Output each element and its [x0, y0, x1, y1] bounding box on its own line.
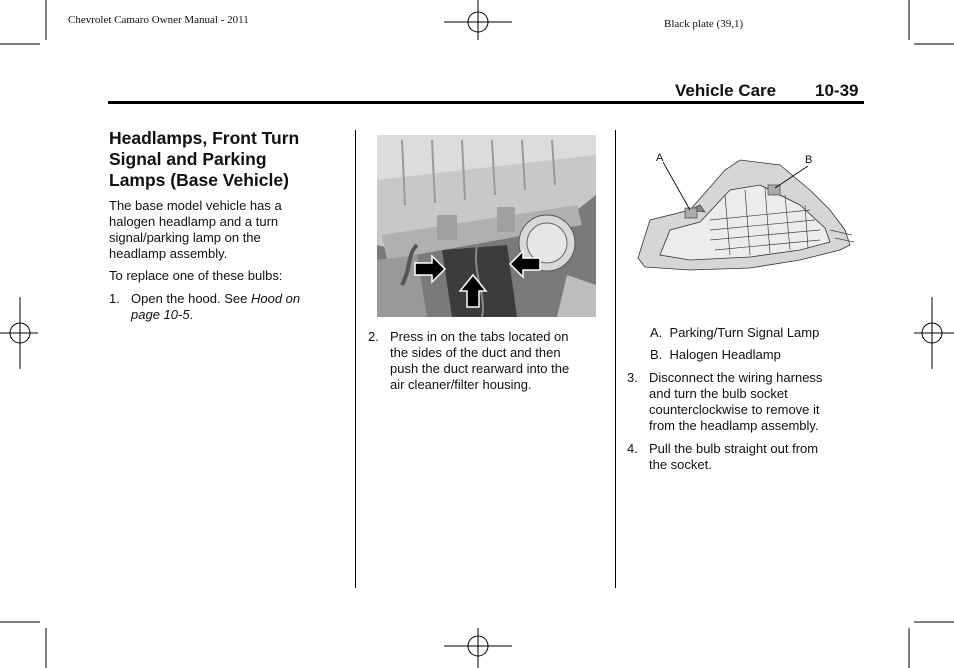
text-line: the socket.	[649, 457, 712, 472]
section-title: Vehicle Care	[675, 81, 777, 100]
text-line: The base model vehicle has a	[109, 198, 282, 213]
text-line: Pull the bulb straight out from	[649, 441, 819, 456]
heading-line: Lamps (Base Vehicle)	[109, 170, 289, 190]
step-4	[627, 441, 867, 473]
text-line: Disconnect the wiring harness	[649, 370, 823, 385]
text-line: headlamp assembly.	[109, 246, 228, 261]
heading-line: Signal and Parking	[109, 149, 267, 169]
text-line: Press in on the tabs located on	[390, 329, 569, 344]
step-number: 3.	[627, 370, 638, 385]
step-text: Open the hood. See	[131, 291, 251, 306]
lead-text: To replace one of these bulbs:	[109, 268, 283, 283]
manual-title: Chevrolet Camaro Owner Manual - 2011	[68, 14, 249, 26]
text-line: counterclockwise to remove it	[649, 402, 820, 417]
column-divider-2	[615, 130, 616, 588]
step-number: 1.	[109, 291, 120, 306]
step-text-end: .	[189, 307, 194, 322]
text-line: air cleaner/filter housing.	[390, 377, 532, 392]
intro-paragraph	[109, 198, 349, 262]
step-3	[627, 370, 867, 434]
headlamp-diagram	[630, 150, 855, 275]
heading-line: Headlamps, Front Turn	[109, 128, 300, 148]
text-line: and turn the bulb socket	[649, 386, 788, 401]
hood-link[interactable]: Hood on	[250, 291, 301, 306]
step-number: 2.	[368, 329, 379, 344]
legend-key: B.	[650, 347, 663, 362]
text-line: from the headlamp assembly.	[649, 418, 819, 433]
duct-photo	[377, 135, 596, 317]
callout-b: B	[805, 154, 813, 166]
legend-text: Halogen Headlamp	[669, 347, 781, 362]
hood-page-link[interactable]: page 10-5	[131, 307, 190, 322]
header-rule	[108, 101, 864, 104]
step-number: 4.	[627, 441, 638, 456]
text-line: the sides of the duct and then	[390, 345, 561, 360]
step-2	[368, 329, 608, 393]
step-1	[109, 291, 349, 323]
text-line: halogen headlamp and a turn	[109, 214, 279, 229]
text-line: signal/parking lamp on the	[109, 230, 261, 245]
page-number: 10-39	[815, 81, 859, 100]
callout-a: A	[656, 152, 664, 164]
legend-key: A.	[650, 325, 663, 340]
plate-label: Black plate (39,1)	[664, 18, 744, 30]
legend	[650, 325, 870, 363]
legend-text: Parking/Turn Signal Lamp	[669, 325, 820, 340]
section-heading	[109, 128, 349, 191]
column-divider-1	[355, 130, 356, 588]
text-line: push the duct rearward into the	[390, 361, 570, 376]
